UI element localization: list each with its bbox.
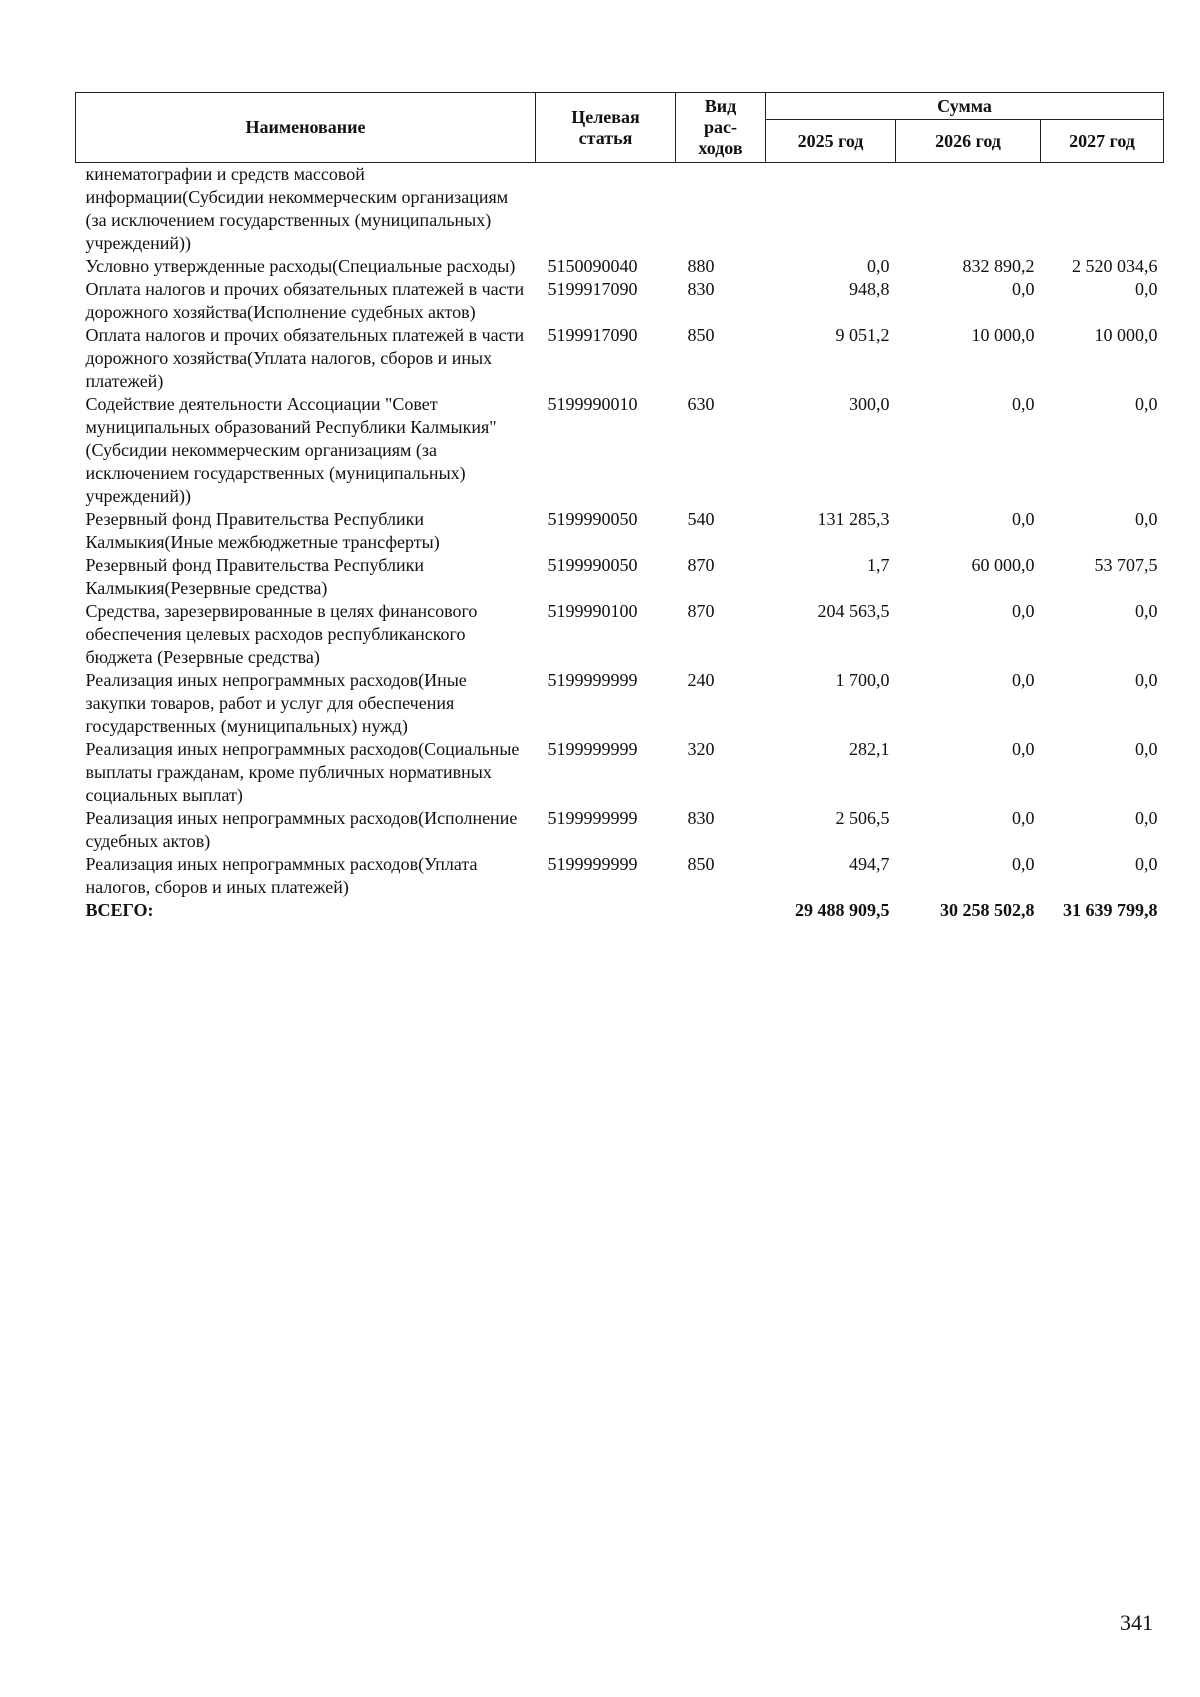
row-sum-2026: 0,0 <box>1012 854 1035 874</box>
header-code-line1: Целевая <box>571 106 640 127</box>
header-target-article <box>536 93 676 163</box>
row-sum-2027: 0,0 <box>1135 601 1158 621</box>
row-sum-2025: 948,8 <box>849 279 890 299</box>
row-sum-2027: 0,0 <box>1135 739 1158 759</box>
header-type-line2: рас- <box>704 117 737 137</box>
table-header <box>76 93 1164 163</box>
row-sum-2026: 10 000,0 <box>971 325 1035 345</box>
row-sum-2025: 2 506,5 <box>835 808 890 828</box>
row-sum-2025: 300,0 <box>849 394 890 414</box>
row-name: Оплата налогов и прочих обязательных платежей в части дорожного хозяйства(Исполнение судебных актов) <box>85 279 525 322</box>
total-2026: 30 258 502,8 <box>940 900 1035 920</box>
header-expense-type <box>676 93 766 163</box>
table-row <box>76 255 1164 278</box>
table-row <box>76 393 1164 508</box>
header-code-line2: статья <box>578 127 633 148</box>
header-sum: Сумма <box>766 93 1164 120</box>
row-sum-2027: 0,0 <box>1135 509 1158 529</box>
row-expense-type: 240 <box>687 670 715 690</box>
table-row <box>76 554 1164 600</box>
total-code-empty <box>536 899 676 922</box>
row-sum-2025: 494,7 <box>849 854 890 874</box>
row-target-article: 5150090040 <box>547 256 638 276</box>
row-target-article: 5199917090 <box>547 325 638 345</box>
row-sum-2026: 0,0 <box>1012 670 1035 690</box>
header-year-2025: 2025 год <box>766 120 896 163</box>
row-sum-2027: 53 707,5 <box>1094 555 1158 575</box>
row-name: Содействие деятельности Ассоциации "Совет муниципальных образований Республики Калмыкия"(Субсидии некоммерческим организациям (за исключением государственных (муниципальных) учреждений)) <box>85 394 497 506</box>
table-row <box>76 807 1164 853</box>
budget-table <box>75 92 1164 922</box>
header-type-line1: Вид <box>704 96 737 116</box>
row-name: Условно утвержденные расходы(Специальные расходы) <box>85 256 516 276</box>
row-target-article: 5199917090 <box>547 279 638 299</box>
row-sum-2027: 2 520 034,6 <box>1072 256 1158 276</box>
header-year-2026: 2026 год <box>896 120 1041 163</box>
row-expense-type: 540 <box>687 509 715 529</box>
row-expense-type: 830 <box>687 808 715 828</box>
row-sum-2027: 0,0 <box>1135 394 1158 414</box>
row-sum-2027: 10 000,0 <box>1094 325 1158 345</box>
header-type-line3: ходов <box>698 138 743 158</box>
row-sum-2025 <box>766 163 896 256</box>
row-name: Реализация иных непрограммных расходов(Иные закупки товаров, работ и услуг для обеспечения государственных (муниципальных) нужд) <box>85 670 467 736</box>
row-sum-2026: 0,0 <box>1012 601 1035 621</box>
row-sum-2026: 0,0 <box>1012 808 1035 828</box>
row-name: Средства, зарезервированные в целях финансового обеспечения целевых расходов республиканского бюджета (Резервные средства) <box>85 601 478 667</box>
row-name: Реализация иных непрограммных расходов(Уплата налогов, сборов и иных платежей) <box>85 854 478 897</box>
total-2025: 29 488 909,5 <box>795 900 890 920</box>
row-sum-2025: 9 051,2 <box>835 325 890 345</box>
row-sum-2025: 204 563,5 <box>817 601 890 621</box>
row-expense-type: 320 <box>687 739 715 759</box>
row-sum-2027: 0,0 <box>1135 279 1158 299</box>
page-number: 341 <box>1120 1610 1153 1635</box>
table-row <box>76 163 1164 256</box>
row-target-article: 5199999999 <box>547 808 638 828</box>
header-year-2027: 2027 год <box>1041 120 1164 163</box>
row-name: кинематографии и средств массовой информации(Субсидии некоммерческим организациям (за исключением государственных (муниципальных) учреждений)) <box>85 164 509 253</box>
row-sum-2025: 0,0 <box>867 256 890 276</box>
row-name: Реализация иных непрограммных расходов(Исполнение судебных актов) <box>85 808 518 851</box>
row-target-article: 5199999999 <box>547 854 638 874</box>
row-expense-type: 850 <box>687 854 715 874</box>
row-sum-2026: 0,0 <box>1012 509 1035 529</box>
row-name: Реализация иных непрограммных расходов(Социальные выплаты гражданам, кроме публичных нормативных социальных выплат) <box>85 739 520 805</box>
table-row <box>76 508 1164 554</box>
total-type-empty <box>676 899 766 922</box>
row-name: Оплата налогов и прочих обязательных платежей в части дорожного хозяйства(Уплата налогов, сборов и иных платежей) <box>85 325 525 391</box>
row-target-article <box>536 163 676 256</box>
row-target-article: 5199990100 <box>547 601 638 621</box>
row-target-article: 5199999999 <box>547 670 638 690</box>
row-expense-type: 870 <box>687 601 715 621</box>
row-sum-2026: 0,0 <box>1012 394 1035 414</box>
row-target-article: 5199990010 <box>547 394 638 414</box>
row-sum-2025: 131 285,3 <box>817 509 890 529</box>
total-2027: 31 639 799,8 <box>1063 900 1158 920</box>
row-sum-2026: 832 890,2 <box>962 256 1035 276</box>
row-expense-type: 880 <box>687 256 715 276</box>
row-name: Резервный фонд Правительства Республики Калмыкия(Иные межбюджетные трансферты) <box>85 509 440 552</box>
row-sum-2027: 0,0 <box>1135 854 1158 874</box>
row-sum-2026: 0,0 <box>1012 279 1035 299</box>
row-expense-type: 630 <box>687 394 715 414</box>
row-sum-2025: 282,1 <box>849 739 890 759</box>
table-row <box>76 600 1164 669</box>
row-expense-type: 830 <box>687 279 715 299</box>
table-row <box>76 669 1164 738</box>
row-sum-2027: 0,0 <box>1135 670 1158 690</box>
row-target-article: 5199990050 <box>547 509 638 529</box>
row-target-article: 5199999999 <box>547 739 638 759</box>
row-sum-2026 <box>896 163 1041 256</box>
header-name: Наименование <box>76 93 536 163</box>
row-expense-type: 870 <box>687 555 715 575</box>
row-expense-type: 850 <box>687 325 715 345</box>
row-sum-2025: 1,7 <box>867 555 890 575</box>
row-expense-type <box>676 163 766 256</box>
row-name: Резервный фонд Правительства Республики Калмыкия(Резервные средства) <box>85 555 424 598</box>
table-row <box>76 853 1164 899</box>
row-target-article: 5199990050 <box>547 555 638 575</box>
table-row <box>76 278 1164 324</box>
table-body <box>76 163 1164 923</box>
row-sum-2027 <box>1041 163 1164 256</box>
total-label: ВСЕГО: <box>85 900 154 920</box>
table-row <box>76 324 1164 393</box>
total-row <box>76 899 1164 922</box>
row-sum-2027: 0,0 <box>1135 808 1158 828</box>
table-row <box>76 738 1164 807</box>
row-sum-2026: 60 000,0 <box>971 555 1035 575</box>
row-sum-2025: 1 700,0 <box>835 670 890 690</box>
row-sum-2026: 0,0 <box>1012 739 1035 759</box>
